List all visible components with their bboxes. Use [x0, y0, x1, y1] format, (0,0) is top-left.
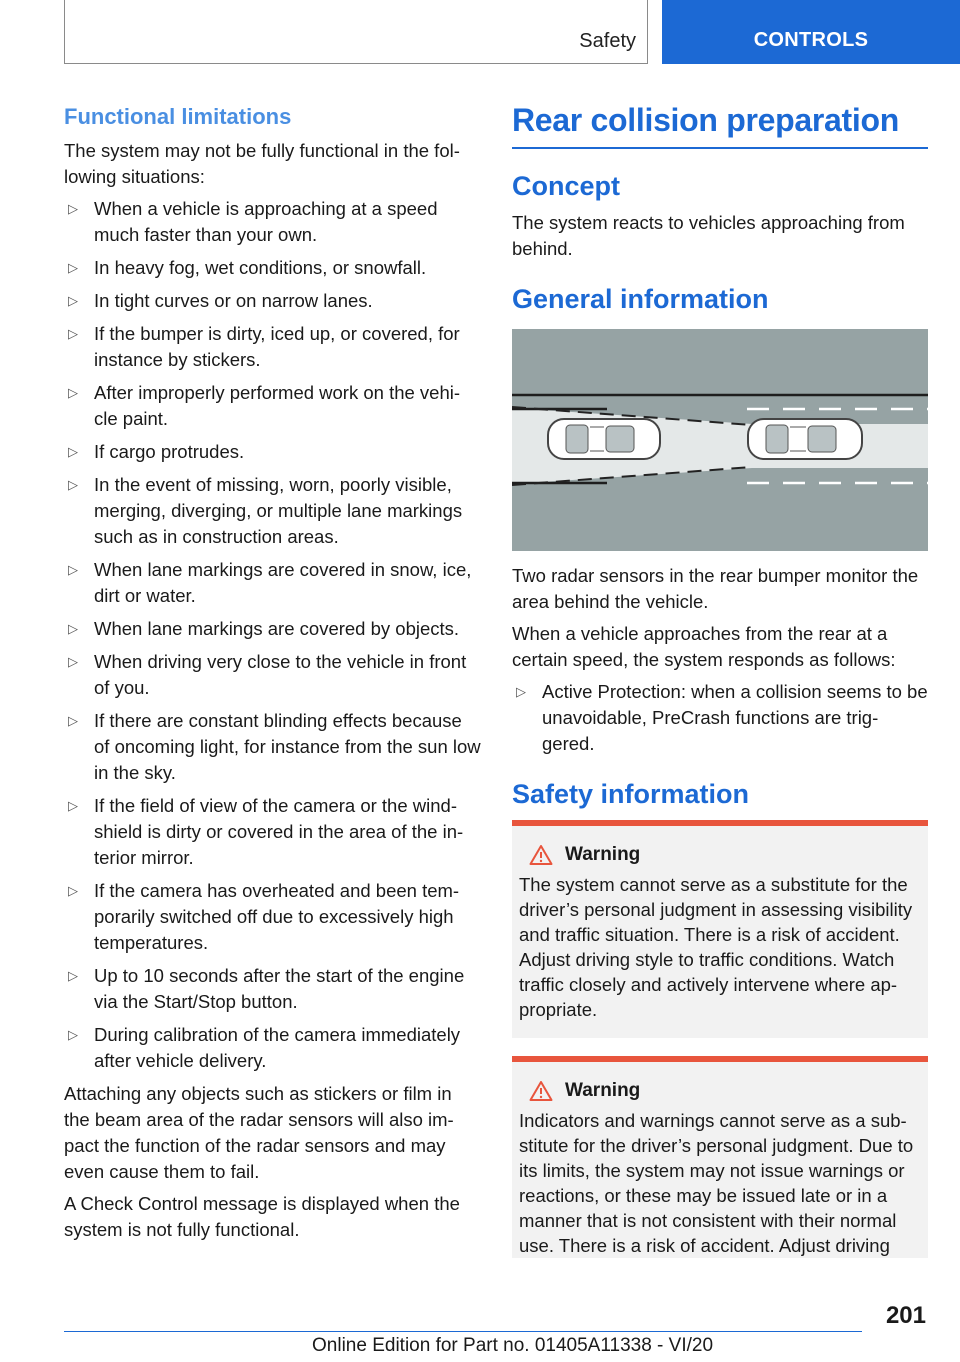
- warning-text: Indicators and warnings cannot serve as a sub-stitute for the driver’s personal judgment. Due to its limits, the system may not issue warnings or reactions, or these may be issued late or in a manner that is not consistent with their normal use. There is a risk of accident. Adjust driving: [519, 1110, 914, 1256]
- figure-caption: Two radar sensors in the rear bumper monitor the area behind the vehicle.: [512, 565, 919, 612]
- warning-label: Warning: [565, 844, 641, 865]
- list-item: ▷ Up to 10 seconds after the start of the engine via the Start/Stop button.: [68, 965, 465, 1012]
- list-item: ▷ When a vehicle is approaching at a speed much faster than your own.: [68, 198, 438, 245]
- general-information-heading: General information: [512, 284, 769, 314]
- triangle-bullet-icon: ▷: [68, 883, 78, 898]
- limitations-intro: The system may not be fully functional in the fol-lowing situations:: [64, 140, 460, 187]
- right-column: [512, 98, 928, 1276]
- triangle-bullet-icon: ▷: [68, 293, 78, 308]
- page-number: 201: [885, 1302, 926, 1329]
- list-item: ▷ If cargo protrudes.: [64, 439, 482, 465]
- triangle-bullet-icon: ▷: [68, 654, 78, 669]
- limitations-list: [64, 196, 482, 1074]
- list-item: ▷ If the bumper is dirty, iced up, or covered, for instance by stickers.: [68, 323, 460, 370]
- approach-text: When a vehicle approaches from the rear at a certain speed, the system responds as follows:: [512, 623, 896, 670]
- triangle-bullet-icon: ▷: [68, 621, 78, 636]
- warning-box-2: [512, 1056, 928, 1258]
- warning-box-1: [512, 820, 928, 1038]
- triangle-bullet-icon: ▷: [68, 260, 78, 275]
- triangle-bullet-icon: ▷: [68, 385, 78, 400]
- radar-sensors-paragraph: Attaching any objects such as stickers or film in the beam area of the radar sensors will also im-pact the function of the radar sensors and may even cause them to fail.: [64, 1083, 454, 1182]
- triangle-bullet-icon: ▷: [68, 326, 78, 341]
- warning-triangle-icon: [529, 844, 553, 866]
- warning-text: The system cannot serve as a substitute for the driver’s personal judgment in assessing visibility and traffic situation. There is a risk of accident. Adjust driving style to traffic conditions. Watch traffic closely and actively intervene where ap-propriate.: [519, 874, 913, 1020]
- triangle-bullet-icon: ▷: [68, 1027, 78, 1042]
- list-item: ▷ In tight curves or on narrow lanes.: [64, 288, 482, 314]
- ego-car-icon: [548, 419, 660, 459]
- warning-triangle-icon: [529, 1080, 553, 1102]
- list-item: ▷ If the field of view of the camera or the wind-shield is dirty or covered in the area of the in-terior mirror.: [68, 795, 464, 868]
- list-item: ▷ In heavy fog, wet conditions, or snowfall.: [64, 255, 482, 281]
- list-item: ▷ When driving very close to the vehicle in front of you.: [68, 651, 467, 698]
- safety-information-heading: Safety information: [512, 779, 750, 809]
- list-item: ▷ In the event of missing, worn, poorly visible, merging, diverging, or multiple lane markings such as in construction areas.: [68, 474, 463, 547]
- radar-coverage-illustration: [512, 329, 928, 551]
- approach-list: [512, 679, 928, 757]
- header-frame: [64, 0, 648, 64]
- list-item: ▷ If there are constant blinding effects because of oncoming light, for instance from the sun low in the sky.: [68, 710, 481, 783]
- triangle-bullet-icon: ▷: [68, 201, 78, 216]
- left-column: [64, 98, 482, 1249]
- page-title: Rear collision preparation: [512, 102, 928, 149]
- list-item: ▷ When lane markings are covered by objects.: [64, 616, 482, 642]
- warning-label: Warning: [565, 1080, 641, 1101]
- check-control-paragraph: A Check Control message is displayed when the system is not fully functional.: [64, 1193, 460, 1240]
- triangle-bullet-icon: ▷: [68, 444, 78, 459]
- triangle-bullet-icon: ▷: [68, 562, 78, 577]
- triangle-bullet-icon: ▷: [68, 968, 78, 983]
- header-chapter-tab[interactable]: CONTROLS: [662, 0, 960, 64]
- list-item: ▷ During calibration of the camera immediately after vehicle delivery.: [68, 1024, 461, 1071]
- footer-edition: Online Edition for Part no. 01405A11338 - VI/20: [312, 1335, 714, 1356]
- header-section-title: Safety: [579, 30, 636, 52]
- triangle-bullet-icon: ▷: [68, 713, 78, 728]
- triangle-bullet-icon: ▷: [516, 684, 526, 699]
- list-item: ▷ Active Protection: when a collision seems to be unavoidable, PreCrash functions are trig-gered.: [516, 681, 928, 754]
- road-diagram-svg: [512, 329, 928, 551]
- concept-text: The system reacts to vehicles approaching from behind.: [512, 212, 905, 259]
- approaching-car-icon: [748, 419, 862, 459]
- functional-limitations-heading: Functional limitations: [64, 104, 292, 129]
- concept-heading: Concept: [512, 171, 620, 201]
- triangle-bullet-icon: ▷: [68, 477, 78, 492]
- footer-divider: [64, 1331, 862, 1332]
- list-item: ▷ After improperly performed work on the vehi-cle paint.: [68, 382, 461, 429]
- list-item: ▷ When lane markings are covered in snow, ice, dirt or water.: [68, 559, 472, 606]
- triangle-bullet-icon: ▷: [68, 798, 78, 813]
- list-item: ▷ If the camera has overheated and been tem-porarily switched off due to excessively high temperatures.: [68, 880, 460, 953]
